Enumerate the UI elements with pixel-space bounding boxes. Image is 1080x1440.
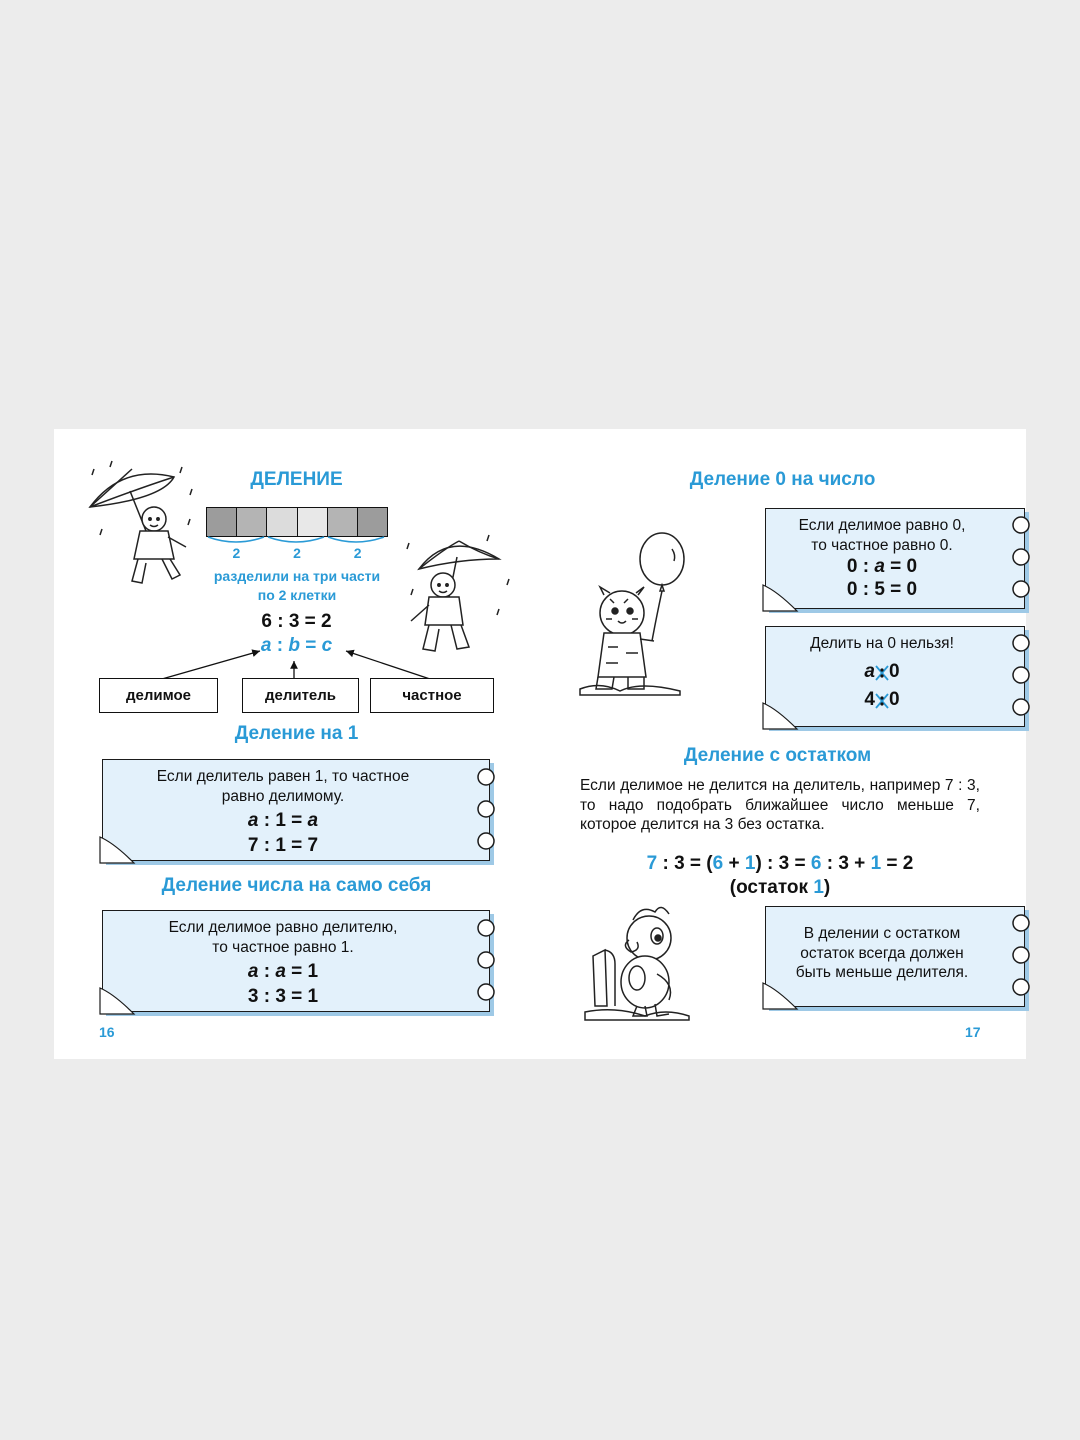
example: 0 : 5 = 0 xyxy=(846,579,918,600)
bar-label: 2 xyxy=(293,545,301,561)
eq-part: 7 xyxy=(646,853,658,874)
bar-label: 2 xyxy=(232,545,241,561)
rule-text: быть меньше делителя. xyxy=(795,964,969,981)
eq-part: 6 xyxy=(810,853,822,874)
formula-mid: : 1 = xyxy=(258,810,308,831)
page-number: 16 xyxy=(99,1024,115,1040)
var-a: a xyxy=(874,556,885,577)
eq-part: ) : 3 = xyxy=(755,853,811,874)
eq-part: 6 xyxy=(712,853,724,874)
forbidden-example xyxy=(765,658,999,686)
term-dividend: делимое xyxy=(99,678,218,713)
binder-rings xyxy=(472,914,504,1008)
equals: = xyxy=(299,635,322,656)
page-number: 17 xyxy=(965,1024,981,1040)
remainder-value: 1 xyxy=(813,877,824,898)
tiger-balloon-illustration xyxy=(580,529,700,701)
eq-part: 1 xyxy=(744,853,756,874)
formula xyxy=(765,555,999,578)
forbidden-example xyxy=(765,686,999,714)
remainder-paragraph: Если делимое не делится на делитель, например 7 : 3, то надо подобрать ближайшее число меньше 7, которое делится на 3 без остатка. xyxy=(580,777,980,833)
note-card xyxy=(102,759,490,861)
binder-rings xyxy=(1007,511,1039,605)
eq-part: = 2 xyxy=(881,853,914,874)
formula-end: = 0 xyxy=(884,556,918,577)
section-title-remainder: Деление с остатком xyxy=(683,745,872,766)
formula xyxy=(102,808,464,833)
var-a: a xyxy=(307,810,319,831)
term-arrows xyxy=(54,429,540,689)
zero: 0 xyxy=(889,688,900,710)
var-a: a xyxy=(275,961,286,982)
eq-part: : 3 = ( xyxy=(657,853,713,874)
rule-text: остаток всегда должен xyxy=(800,944,964,962)
example: 3 : 3 = 1 xyxy=(247,986,319,1007)
eq-part: + xyxy=(723,853,745,874)
remainder-open: (остаток xyxy=(729,877,814,898)
rule-text: то частное равно 1. xyxy=(212,938,354,956)
division-example: 6 : 3 = 2 xyxy=(261,611,332,632)
var-a: a xyxy=(247,810,259,831)
section-title-divide-by-self: Деление числа на само себя xyxy=(161,875,432,896)
bar-caption-line2: по 2 клетки xyxy=(257,587,337,603)
note-card xyxy=(765,906,1025,1007)
section-title-zero-divided: Деление 0 на число xyxy=(689,469,876,490)
colon: : xyxy=(271,635,289,656)
cross-out-icon xyxy=(875,665,889,681)
note-card xyxy=(765,508,1025,609)
book-spread xyxy=(54,429,1026,1059)
note-card xyxy=(102,910,490,1012)
cross-out-icon xyxy=(875,693,889,709)
eq-part: : 3 + xyxy=(821,853,871,874)
right-page xyxy=(540,429,1026,1059)
bar-caption-line1: разделили на три части xyxy=(213,568,381,584)
example: 7 : 1 = 7 xyxy=(247,835,319,856)
formula-start: 0 : xyxy=(846,556,875,577)
binder-rings xyxy=(1007,909,1039,1003)
note-card xyxy=(765,626,1025,727)
section-title-divide-by-one: Деление на 1 xyxy=(234,723,359,744)
zero: 0 xyxy=(889,660,900,682)
curled-corner xyxy=(763,983,799,1009)
eq-part: 1 xyxy=(870,853,882,874)
var-c: c xyxy=(321,635,333,656)
binder-rings xyxy=(472,763,504,857)
formula-end: = 1 xyxy=(285,961,319,982)
rule-text: Если делитель равен 1, то частное xyxy=(156,768,410,785)
var-a: a xyxy=(260,635,272,656)
formula xyxy=(102,959,464,984)
rule-text: Если делимое равно 0, xyxy=(798,517,966,534)
bar-label: 2 xyxy=(353,545,362,561)
bird-number-one-illustration xyxy=(585,894,695,1024)
left-page xyxy=(54,429,540,1059)
rule-text: В делении с остатком xyxy=(803,925,961,942)
binder-rings xyxy=(1007,629,1039,723)
var-a: a xyxy=(864,660,875,682)
rule-text: Если делимое равно делителю, xyxy=(168,919,398,936)
var-a: a xyxy=(247,961,259,982)
rule-text: Делить на 0 нельзя! xyxy=(810,635,954,652)
remainder-equation xyxy=(580,853,980,875)
term-divisor: делитель xyxy=(242,678,359,713)
number: 4 xyxy=(864,688,875,710)
rule-text: равно делимому. xyxy=(221,787,345,805)
formula-mid: : xyxy=(258,961,276,982)
var-b: b xyxy=(288,635,300,656)
rule-text: то частное равно 0. xyxy=(811,536,953,554)
main-title: ДЕЛЕНИЕ xyxy=(250,469,343,490)
term-quotient: частное xyxy=(370,678,494,713)
remainder-close: ) xyxy=(823,877,831,898)
